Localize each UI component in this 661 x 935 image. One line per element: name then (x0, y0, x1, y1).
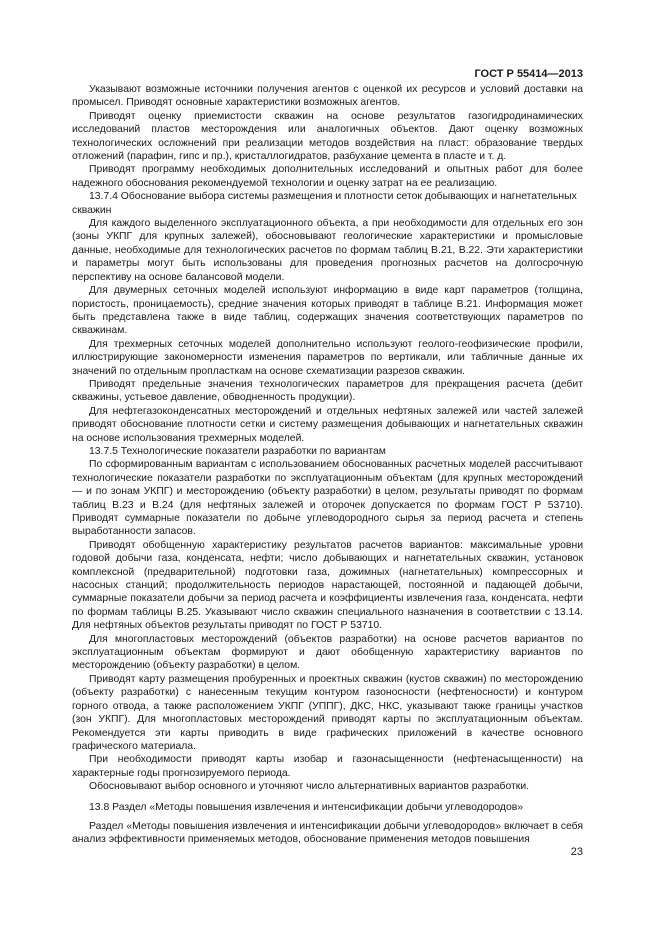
document-id: ГОСТ Р 55414—2013 (474, 68, 583, 80)
document-body (72, 83, 583, 847)
paragraph: Раздел «Методы повышения извлечения и интенсификации добычи углеводородов» включает в себя анализ эффективности применяемых методов, обоснование применения методов повышения (72, 820, 583, 846)
paragraph: Приводят обобщенную характеристику результатов расчетов вариантов: максимальные уровни годовой добычи газа, конденсата, нефти; число добывающих и нагнетательных скважин, установок комплексной (предварительной) подготовки газа, дожимных (нагнетательных) компрессорных и насосных станций; продолжительность периодов нарастающей, постоянной и падающей добычи, суммарные показатели добычи за период расчета и коэффициенты извлечения газа, конденсата, нефти по формам таблицы В.25. Указывают число скважин специального назначения в соответствии с 13.14. Для нефтяных объектов результаты приводят по ГОСТ Р 53710. (72, 539, 583, 632)
paragraph: Для каждого выделенного эксплуатационного объекта, а при необходимости для отдельных его зон (зоны УКПГ для крупных залежей), обосновывают геологические характеристики и промысловые данные, необходимые для технологических расчетов по формам таблиц В.21, В.22. Эти характеристики и параметры могут быть использованы для проведения прогнозных расчетов на долгосрочную перспективу на основе балансовой модели. (72, 218, 583, 283)
paragraph: Для двумерных сеточных моделей используют информацию в виде карт параметров (толщина, пористость, проницаемость), средние значения которых приводят в таблице В.21. Информация может быть представлена также в виде таблиц, содержащих значения соответствующих параметров по скважинам. (72, 285, 583, 337)
paragraph: Для нефтегазоконденсатных месторождений и отдельных нефтяных залежей или частей залежей приводят обоснование плотности сетки и систему размещения добывающих и нагнетательных скважин на основе использования трехмерных моделей. (72, 405, 583, 444)
paragraph: Обосновывают выбор основного и уточняют число альтернативных вариантов разработки. (89, 781, 530, 793)
paragraph: Для многопластовых месторождений (объектов разработки) на основе расчетов вариантов по эксплуатационным объектам формируют и дают обобщенную характеристику вариантов по месторождению (объекту разработки) в целом. (72, 633, 583, 672)
section-heading-13-7-5: 13.7.5 Технологические показатели разработки по вариантам (89, 445, 386, 457)
paragraph: Приводят карту размещения пробуренных и проектных скважин (кустов скважин) по месторождению (объекту разработки) с нанесенным текущим контуром газоносности (нефтеносности) и контуром горного отвода, а также расположением УКПГ (УППГ), ДКС, НКС, указывают также границы участков (зон УКПГ). Для многопластовых месторождений приводят карты по эксплуатационным объектам. Рекомендуется эти карты приводить в виде графических приложений в качестве основного графического материала. (72, 673, 583, 752)
paragraph: Для трехмерных сеточных моделей дополнительно используют геолого-геофизические профили, иллюстрирующие закономерности изменения параметров по вертикали, или табличные данные их значений по отдельным пропласткам на основе схематизации разрезов скважин. (72, 338, 583, 377)
section-heading-13-7-4: 13.7.4 Обоснование выбора системы размещения и плотности сеток добывающих и нагнетательных скважин (72, 191, 577, 216)
paragraph: При необходимости приводят карты изобар и газонасыщенности (нефтенасыщенности) на характерные годы прогнозируемого периода. (72, 754, 583, 779)
paragraph: По сформированным вариантам с использованием обоснованных расчетных моделей рассчитывают технологические показатели разработки по эксплуатационным объектам (для крупных месторождений — и по зонам УКПГ) и месторождению (объекту разработки) в целом, результаты приводят по формам таблиц В.23 и В.24 (для нефтяных залежей и оторочек допускается по формам ГОСТ Р 53710). Приводят суммарные показатели по добыче углеводородного сырья за период расчета и степень выработанности запасов. (72, 459, 583, 538)
section-heading-13-8: 13.8 Раздел «Методы повышения извлечения и интенсификации добычи углеводородов» (89, 801, 524, 813)
paragraph: Приводят программу необходимых дополнительных исследований и опытных работ для более надежного обоснования рекомендуемой технологии и оценку затрат на ее реализацию. (72, 164, 583, 189)
paragraph: Приводят оценку приемистости скважин на основе результатов газогидродинамических исследований пластов месторождения или аналогичных объектов. Дают оценку возможных технологических осложнений при реализации методов воздействия на пласт: образование твердых отложений (парафин, гипс и пр.), кристаллогидратов, разбухание цемента в пласте и т. д. (72, 110, 583, 163)
paragraph: Приводят предельные значения технологических параметров для прекращения расчета (дебит скважины, устьевое давление, обводненность продукции). (72, 378, 583, 404)
page-number: 23 (570, 846, 583, 858)
paragraph: Указывают возможные источники получения агентов с оценкой их ресурсов и условий доставки на промысел. Приводят основные характеристики возможных агентов. (72, 84, 583, 109)
